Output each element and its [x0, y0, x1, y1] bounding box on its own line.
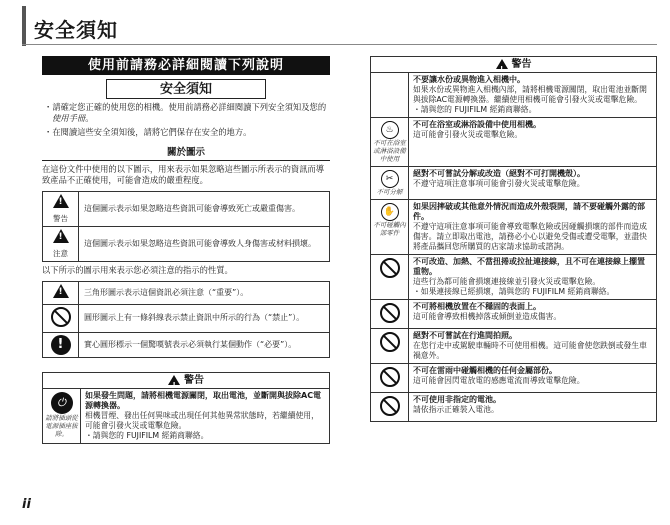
warning-row [370, 364, 657, 393]
prohibition-icon [380, 396, 400, 416]
warning-heading: 不要讓水份或異物進入相機中。 [413, 75, 525, 84]
page-number: ii [22, 497, 31, 512]
prohibition-icon [380, 332, 400, 352]
warning-row [370, 167, 657, 200]
table-row [43, 304, 330, 333]
caution-triangle-icon [53, 229, 69, 243]
read-before-use-banner: 使用前請務必詳細閱讀下列說明 [42, 56, 330, 75]
unplug-icon: ⏻ [51, 392, 73, 414]
icon-caption: 不可在浴室或淋浴設備中使用 [373, 139, 406, 163]
important-triangle-icon [53, 284, 69, 298]
warning-heading: 如果發生問題，請將相機電源關閉，取出電池，並斷開與拔除AC電源轉換器。 [85, 391, 322, 410]
warning-row [370, 393, 657, 422]
instruction-table [42, 281, 330, 358]
prohibition-icon [380, 258, 400, 278]
instruction-text: 三角形圖示表示這個資訊必須注意（“重要”）。 [79, 282, 330, 305]
warning-row [370, 255, 657, 300]
warning-heading: 如果因摔破或其他意外情況而造成外殼裂開，請不要碰觸外露的部件。 [413, 202, 645, 221]
warning-note: ・請與您的 FUJIFILM 經銷商聯絡。 [85, 431, 209, 440]
instruction-text: 實心圓形標示一個驚嘆號表示必須執行某個動作（“必要”）。 [79, 333, 330, 358]
mandatory-action-icon: ! [51, 335, 71, 355]
warning-triangle-icon [53, 194, 69, 208]
warning-row [370, 200, 657, 255]
instruction-text: 圓形圖示上有一條斜線表示禁止資訊中所示的行為（“禁止”）。 [79, 304, 330, 333]
prohibition-icon [380, 303, 400, 323]
warning-box-title: !警告 [42, 372, 330, 389]
warning-body: 這可能會導致相機掉落或傾倒並造成傷害。 [413, 312, 562, 321]
warning-body: 如果水份或異物進入相機內部，請將相機電源關閉，取出電池並斷開與拔除AC電源轉換器。繼續使用相機可能會引發火災或電擊危險。 [413, 85, 647, 104]
warning-note: ・請與您的 FUJIFILM 經銷商聯絡。 [413, 105, 537, 114]
no-touch-icon: ✋ [381, 203, 399, 221]
intro-bullet: ・在閱讀這些安全須知後，請將它們保存在安全的地方。 [44, 127, 252, 137]
header-accent-bar [22, 6, 26, 46]
warning-body: 相機冒煙、發出任何異味或出現任何其他異常狀態時，若繼續使用，可能會引發火災或電擊危險。 [85, 411, 319, 430]
warning-heading: 不可改造、加熱、不當扭捲或拉扯連接線，且不可在連接線上擺置重物。 [413, 257, 645, 276]
warning-row [370, 329, 657, 364]
warning-triangle-icon [496, 59, 508, 69]
header-divider [22, 44, 657, 45]
warning-body: 不遵守這項注意事項可能會引發火災或電擊危險。 [413, 179, 585, 188]
instruction-icons-intro: 以下所示的圖示用來表示您必須注意的指示的性質。 [42, 265, 233, 275]
severity-text: 這個圖示表示如果忽略這些資訊可能會導致人身傷害或材料損壞。 [79, 227, 330, 262]
warning-heading: 不可將相機放置在不穩固的表面上。 [413, 302, 541, 311]
warning-row [42, 389, 330, 444]
table-row [43, 227, 330, 262]
warning-body: 這可能會引發火災或電擊危險。 [413, 130, 523, 139]
about-icons-heading: 關於圖示 [42, 144, 330, 161]
icon-caption: 不可碰觸內部零件 [373, 221, 406, 237]
table-row [43, 282, 330, 305]
manual-reference: 使用手冊 [52, 113, 86, 123]
warning-list [370, 73, 657, 422]
no-disassembly-icon: ✂ [381, 170, 399, 188]
warning-heading: 不可在浴室或淋浴設備中使用相機。 [413, 120, 541, 129]
warning-row [370, 118, 657, 167]
right-column [370, 56, 657, 422]
prohibition-icon [51, 307, 71, 327]
warning-heading: 絕對不可嘗試在行進間拍照。 [413, 331, 517, 340]
warning-heading: 不可使用非指定的電池。 [413, 395, 501, 404]
warning-box-title: !警告 [370, 56, 657, 73]
left-column [42, 56, 330, 444]
safety-notes-subtitle: 安全須知 [106, 79, 266, 99]
about-icons-intro: 在這份文件中使用的以下圖示，用來表示如果忽略這些圖示所表示的資訊而導致產品不正確使用，可能會造成的嚴重程度。 [42, 164, 325, 185]
warning-body: 請依指示正確裝入電池。 [413, 405, 499, 414]
warning-body: 不遵守這項注意事項可能會導致電擊危險或因碰觸損壞的部件而造成傷害。請立即取出電池，請務必小心以避免受傷或遭受電擊，並盡快將產品攜回您所購買的店家請求協助或諮詢。 [413, 222, 647, 251]
warning-triangle-icon [168, 375, 180, 385]
severity-text: 這個圖示表示如果忽略這些資訊可能會導致死亡或嚴重傷害。 [79, 192, 330, 227]
warning-body: 在您行走中或駕駛車輛時不可使用相機。這可能會使您跌倒或發生車禍意外。 [413, 341, 647, 360]
page-title: 安全須知 [34, 18, 118, 42]
icon-caption: 不可分解 [376, 188, 403, 196]
prohibition-icon [380, 367, 400, 387]
severity-label: 注意 [53, 248, 68, 258]
table-row [43, 192, 330, 227]
icon-caption: 請將插頭從電源插座拔除。 [45, 414, 78, 438]
table-row [43, 333, 330, 358]
severity-label: 警告 [53, 213, 68, 223]
warning-row [370, 73, 657, 118]
warning-body: 這可能會因閃電放電的感應電流而導致電擊危險。 [413, 376, 585, 385]
warning-note: ・如果連接線已經損壞，請與您的 FUJIFILM 經銷商聯絡。 [413, 287, 615, 296]
no-bath-icon: ♨ [381, 121, 399, 139]
warning-body: 這些行為都可能會損壞連接線並引發火災或電擊危險。 [413, 277, 601, 286]
warning-heading: 絕對不可嘗試分解或改造（絕對不可打開機殼）。 [413, 169, 585, 178]
warning-row [370, 300, 657, 329]
warning-heading: 不可在雷雨中碰觸相機的任何金屬部份。 [413, 366, 557, 375]
intro-bullet: ・請確定您正確的使用您的相機。使用前請務必詳細閱讀下列安全須知及您的使用手冊。 [44, 102, 327, 123]
severity-table [42, 191, 330, 262]
